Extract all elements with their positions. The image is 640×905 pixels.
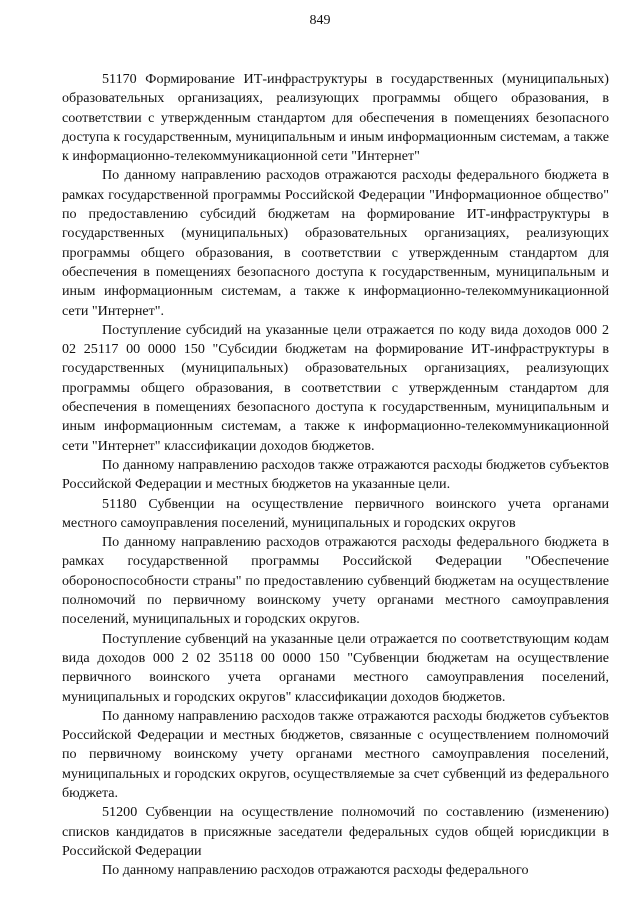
- paragraph-51200-heading: 51200 Субвенции на осуществление полномочий по составлению (изменению) списков кандидатов в присяжные заседатели федеральных судов общей юрисдикции в Российской Федерации: [62, 804, 609, 859]
- document-body: [62, 70, 609, 880]
- paragraph-51180-heading: 51180 Субвенции на осуществление первичного воинского учета органами местного самоуправления поселений, муниципальных и городских округов: [62, 495, 609, 531]
- paragraph-51180-regional-budgets: По данному направлению расходов также отражаются расходы бюджетов субъектов Российской Федерации и местных бюджетов, связанные с осуществлением полномочий по первичному воинскому учету органами местного самоуправления поселений, муниципальных и городских округов, осуществляемые за счет субвенций из федерального бюджета.: [62, 707, 609, 801]
- paragraph-51170-description: По данному направлению расходов отражаются расходы федерального бюджета в рамках государственной программы Российской Федерации "Информационное общество" по предоставлению субсидий бюджетам на формирование ИТ-инфраструктуры в государственных (муниципальных) образовательных организациях, реализующих программы общего образования, в соответствии с утвержденным стандартом для обеспечения в помещениях безопасного доступа к государственным, муниципальным и иным информационным системам, а также к информационно-телекоммуникационной сети "Интернет".: [62, 167, 609, 319]
- paragraph-51170-heading: 51170 Формирование ИТ-инфраструктуры в государственных (муниципальных) образовательных организациях, реализующих программы общего образования, в соответствии с утвержденным стандартом для обеспечения в помещениях безопасного доступа к государственным, муниципальным и иным информационным системам, а также к информационно-телекоммуникационной сети "Интернет": [62, 71, 609, 165]
- paragraph-51170-regional-budgets: По данному направлению расходов также отражаются расходы бюджетов субъектов Российской Федерации и местных бюджетов на указанные цели.: [62, 456, 609, 493]
- paragraph-51200-description: По данному направлению расходов отражаются расходы федерального: [102, 862, 529, 879]
- paragraph-51180-income-code: Поступление субвенций на указанные цели отражается по соответствующим кодам вида доходов 000 2 02 35118 00 0000 150 "Субвенции бюджетам на осуществление первичного воинского учета органами местного самоуправления поселений, муниципальных и городских округов" классификации доходов бюджетов.: [62, 630, 609, 705]
- paragraph-51170-income-code: Поступление субсидий на указанные цели отражается по коду вида доходов 000 2 02 25117 00 0000 150 "Субсидии бюджетам на формирование ИТ-инфраструктуры в государственных (муниципальных) образовательных организациях, реализующих программы общего образования, в соответствии с утвержденным стандартом для обеспечения в помещениях безопасного доступа к государственным, муниципальным и иным информационным системам, а также к информационно-телекоммуникационной сети "Интернет" классификации доходов бюджетов.: [62, 321, 609, 454]
- paragraph-51180-description: По данному направлению расходов отражаются расходы федерального бюджета в рамках государственной программы Российской Федерации "Обеспечение обороноспособности страны" по предоставлению субвенций бюджетам на осуществление полномочий по первичному воинскому учету органами местного самоуправления поселений, муниципальных и городских округов.: [62, 534, 609, 628]
- page-number: 849: [309, 13, 331, 28]
